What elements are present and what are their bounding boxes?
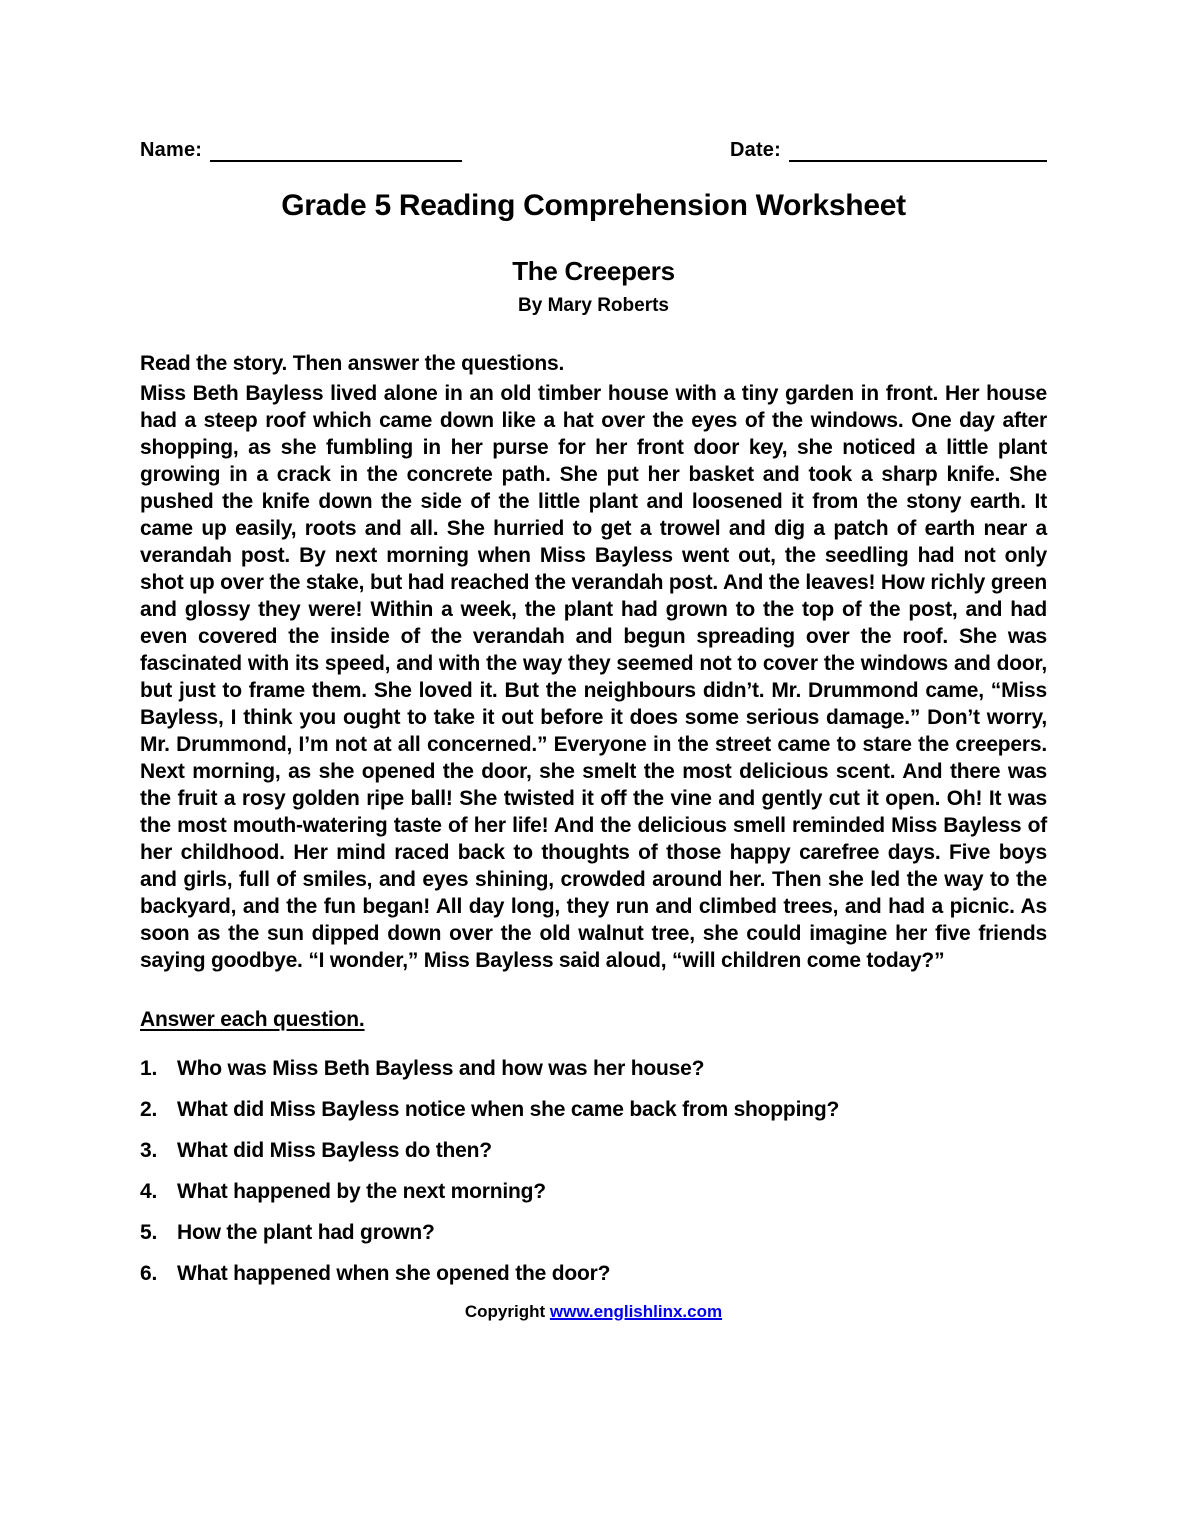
question-text: What did Miss Bayless notice when she came back from shopping? (177, 1098, 840, 1121)
date-blank-line (789, 140, 1047, 162)
question-number: 2. (140, 1098, 158, 1121)
question-number: 4. (140, 1180, 158, 1203)
header-row (140, 138, 1047, 162)
date-label: Date: (729, 139, 781, 161)
question-item (140, 1096, 1047, 1123)
question-item (140, 1260, 1047, 1287)
question-item (140, 1178, 1047, 1205)
question-item (140, 1137, 1047, 1164)
instructions-text: Read the story. Then answer the questions. (140, 352, 565, 375)
question-item (140, 1055, 1047, 1082)
question-text: What happened when she opened the door? (177, 1262, 611, 1285)
question-number: 3. (140, 1139, 158, 1162)
question-text: How the plant had grown? (177, 1221, 435, 1244)
question-number: 1. (140, 1057, 158, 1080)
name-field-group (140, 138, 462, 162)
question-number: 6. (140, 1262, 158, 1285)
copyright-footer (140, 1301, 1047, 1322)
name-blank-line (210, 140, 462, 162)
story-byline: By Mary Roberts (518, 295, 669, 316)
question-text: Who was Miss Beth Bayless and how was her house? (177, 1057, 705, 1080)
name-label: Name: (140, 139, 203, 161)
questions-list (140, 1055, 1047, 1287)
question-text: What happened by the next morning? (177, 1180, 546, 1203)
question-number: 5. (140, 1221, 158, 1244)
story-title: The Creepers (512, 256, 675, 286)
story-paragraph: Miss Beth Bayless lived alone in an old timber house with a tiny garden in front. Her house had a steep roof which came down like a hat over the eyes of the windows. One day after shopping, as she fumbling in her purse for her front door key, she noticed a little plant growing in a crack in the concrete path. She put her basket and took a sharp knife. She pushed the knife down the side of the little plant and loosened it from the stony earth. It came up easily, roots and all. She hurried to get a trowel and dig a patch of earth near a verandah post. By next morning when Miss Bayless went out, the seedling had not only shot up over the stake, but had reached the verandah post. And the leaves! How richly green and glossy they were! Within a week, the plant had grown to the top of the post, and had even covered the inside of the verandah and begun spreading over the roof. She was fascinated with its speed, and with the way they seemed not to cover the windows and door, but just to frame them. She loved it. But the neighbours didn’t. Mr. Drummond came, “Miss Bayless, I think you ought to take it out before it does some serious damage.” Don’t worry, Mr. Drummond, I’m not at all concerned.” Everyone in the street came to stare the creepers. Next morning, as she opened the door, she smelt the most delicious scent. And there was the fruit a rosy golden ripe ball! She twisted it off the vine and gently cut it open. Oh! It was the most mouth-watering taste of her life! And the delicious smell reminded Miss Bayless of her childhood. Her mind raced back to thoughts of those happy carefree days. Five boys and girls, full of smiles, and eyes shining, crowded around her. Then she led the way to the backyard, and the fun began! All day long, they run and climbed trees, and had a picnic. As soon as the sun dipped down over the old walnut tree, she could imagine her five friends saying goodbye. “I wonder,” Miss Bayless said aloud, “will children come today?” (140, 382, 1047, 972)
englishlinx-link[interactable]: www.englishlinx.com (549, 1302, 723, 1321)
date-field-group (730, 138, 1047, 162)
copyright-prefix: Copyright (464, 1302, 550, 1321)
question-text: What did Miss Bayless do then? (177, 1139, 492, 1162)
page-title: Grade 5 Reading Comprehension Worksheet (281, 189, 906, 222)
question-item (140, 1219, 1047, 1246)
answer-section-heading: Answer each question. (140, 1008, 365, 1031)
